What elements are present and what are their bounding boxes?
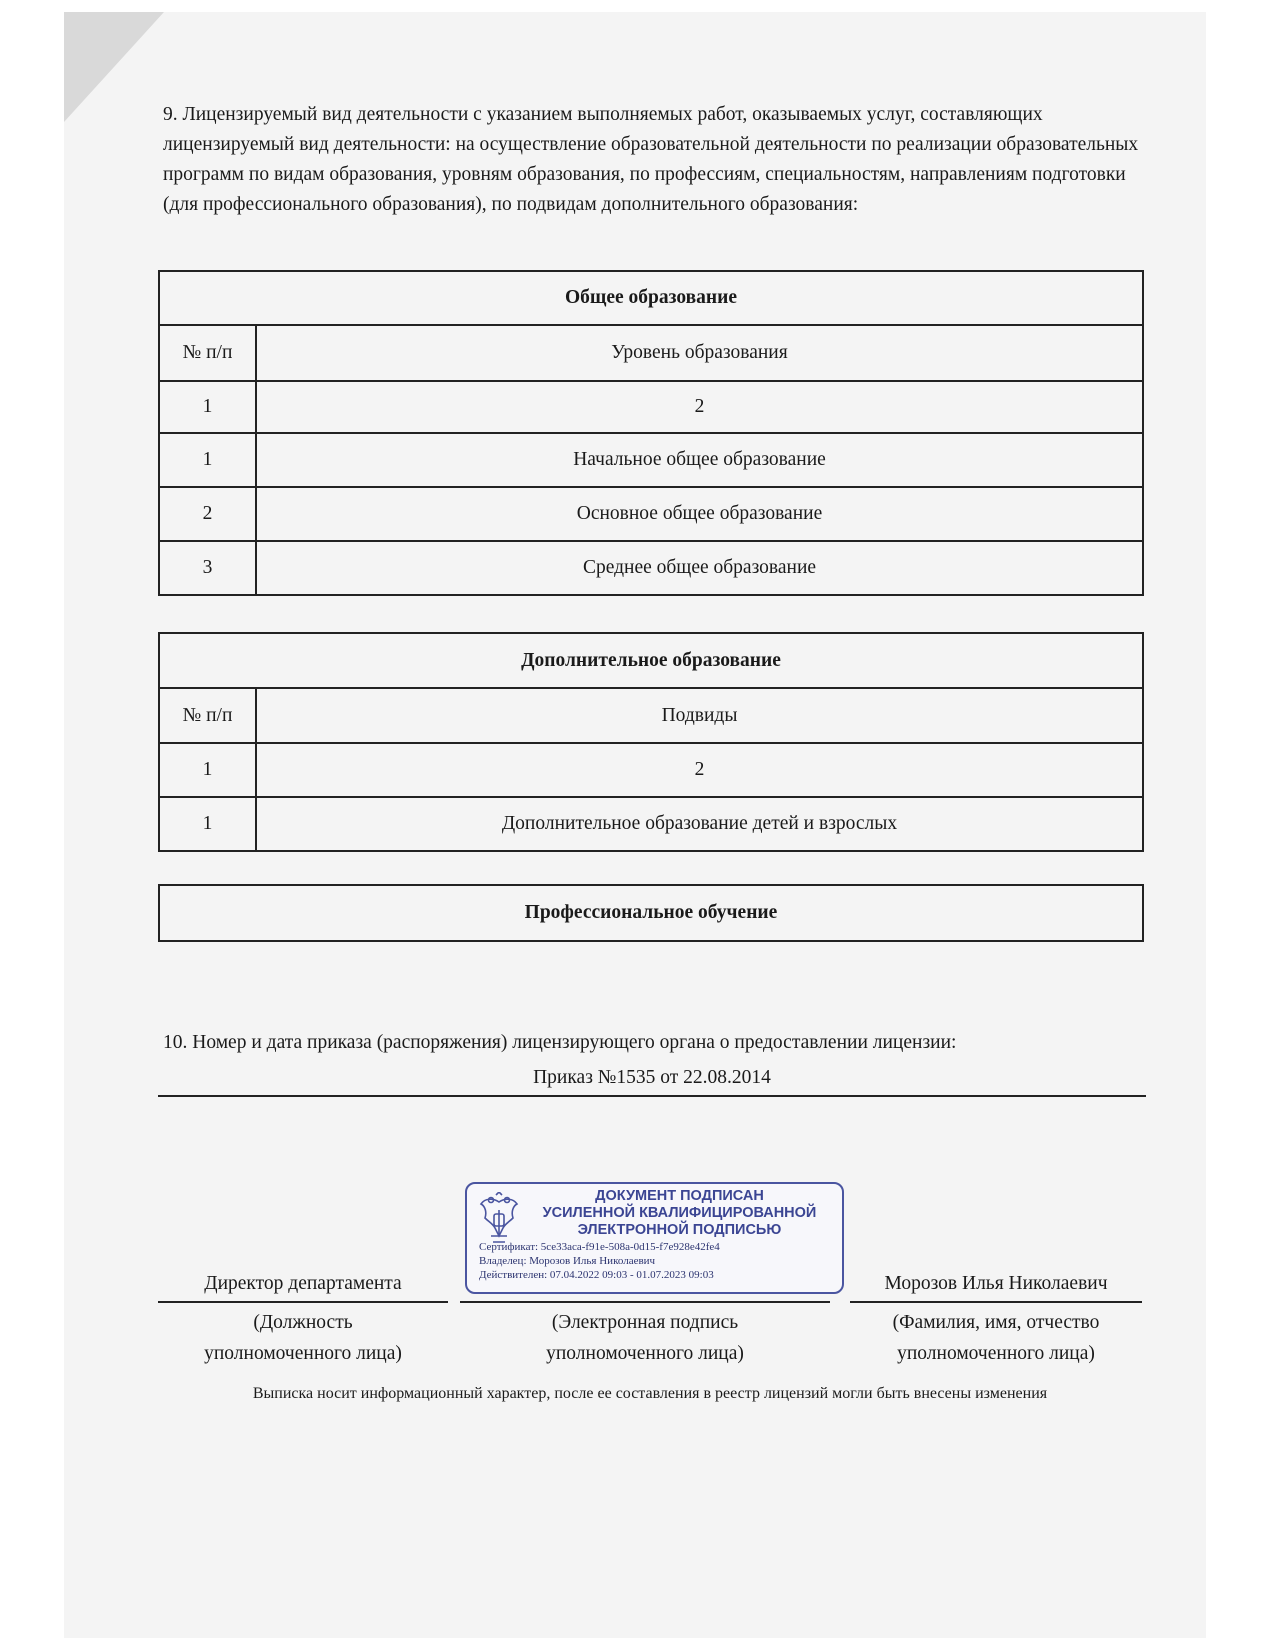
caption-signature <box>460 1307 830 1369</box>
professional-training-table <box>158 884 1144 942</box>
folded-corner <box>64 12 164 122</box>
stamp-title-line: УСИЛЕННОЙ КВАЛИФИЦИРОВАННОЙ <box>542 1205 817 1221</box>
stamp-valid: Действителен: 07.04.2022 09:03 - 01.07.2023 09:03 <box>479 1269 714 1281</box>
index-cell: 2 <box>256 743 1143 797</box>
table-row <box>159 433 1143 487</box>
caption-line: (Фамилия, имя, отчество <box>892 1312 1100 1333</box>
stamp-title-line: ДОКУМЕНТ ПОДПИСАН <box>595 1188 764 1204</box>
footer-note: Выписка носит информационный характер, после ее составления в реестр лицензий могли быть внесены изменения <box>252 1385 1048 1402</box>
col-num-header: № п/п <box>159 688 256 743</box>
caption-position <box>158 1307 448 1369</box>
signature-line <box>460 1301 830 1303</box>
index-cell: 1 <box>159 743 256 797</box>
section-10-text: 10. Номер и дата приказа (распоряжения) лицензирующего органа о предоставлении лицензии: <box>163 1032 957 1053</box>
row-num: 2 <box>159 487 256 541</box>
col-num-header: № п/п <box>159 325 256 381</box>
stamp-info <box>479 1240 839 1282</box>
signer-name: Морозов Илья Николаевич <box>850 1273 1142 1303</box>
index-cell: 2 <box>256 381 1143 433</box>
index-cell: 1 <box>159 381 256 433</box>
general-education-table <box>158 270 1144 596</box>
row-num: 1 <box>159 797 256 851</box>
caption-name <box>850 1307 1142 1369</box>
row-num: 3 <box>159 541 256 595</box>
signer-position: Директор департамента <box>158 1273 448 1303</box>
caption-line: уполномоченного лица) <box>204 1343 402 1364</box>
section-9-text: 9. Лицензируемый вид деятельности с указанием выполняемых работ, оказываемых услуг, составляющих лицензируемый вид деятельности: на осуществление образовательной деятельности по реализации образовательных программ по видам образования, уровням образования, по профессиям, специальностям, направлениям подготовки (для профессионального образования), по подвидам дополнительного образования: <box>163 104 1139 215</box>
stamp-certificate: Сертификат: 5ce33aca-f91e-508a-0d15-f7e928e42fe4 <box>479 1241 720 1253</box>
professional-training-title: Профессиональное обучение <box>159 885 1143 941</box>
col-level-header: Уровень образования <box>256 325 1143 381</box>
stamp-title-line: ЭЛЕКТРОННОЙ ПОДПИСЬЮ <box>577 1222 782 1238</box>
row-level: Начальное общее образование <box>256 433 1143 487</box>
general-education-title: Общее образование <box>159 271 1143 325</box>
row-level: Основное общее образование <box>256 487 1143 541</box>
stamp-owner: Владелец: Морозов Илья Николаевич <box>479 1255 656 1267</box>
additional-education-title: Дополнительное образование <box>159 633 1143 688</box>
electronic-signature-stamp <box>465 1182 844 1294</box>
row-subtype: Дополнительное образование детей и взрослых <box>256 797 1143 851</box>
table-row <box>159 487 1143 541</box>
caption-line: уполномоченного лица) <box>897 1343 1095 1364</box>
caption-line: (Электронная подпись <box>551 1312 739 1333</box>
row-level: Среднее общее образование <box>256 541 1143 595</box>
col-subtype-header: Подвиды <box>256 688 1143 743</box>
table-row <box>159 541 1143 595</box>
caption-line: (Должность <box>253 1312 353 1333</box>
additional-education-table <box>158 632 1144 852</box>
table-row <box>159 797 1143 851</box>
caption-line: уполномоченного лица) <box>546 1343 744 1364</box>
stamp-title <box>522 1188 837 1239</box>
row-num: 1 <box>159 433 256 487</box>
order-number: Приказ №1535 от 22.08.2014 <box>158 1067 1146 1097</box>
